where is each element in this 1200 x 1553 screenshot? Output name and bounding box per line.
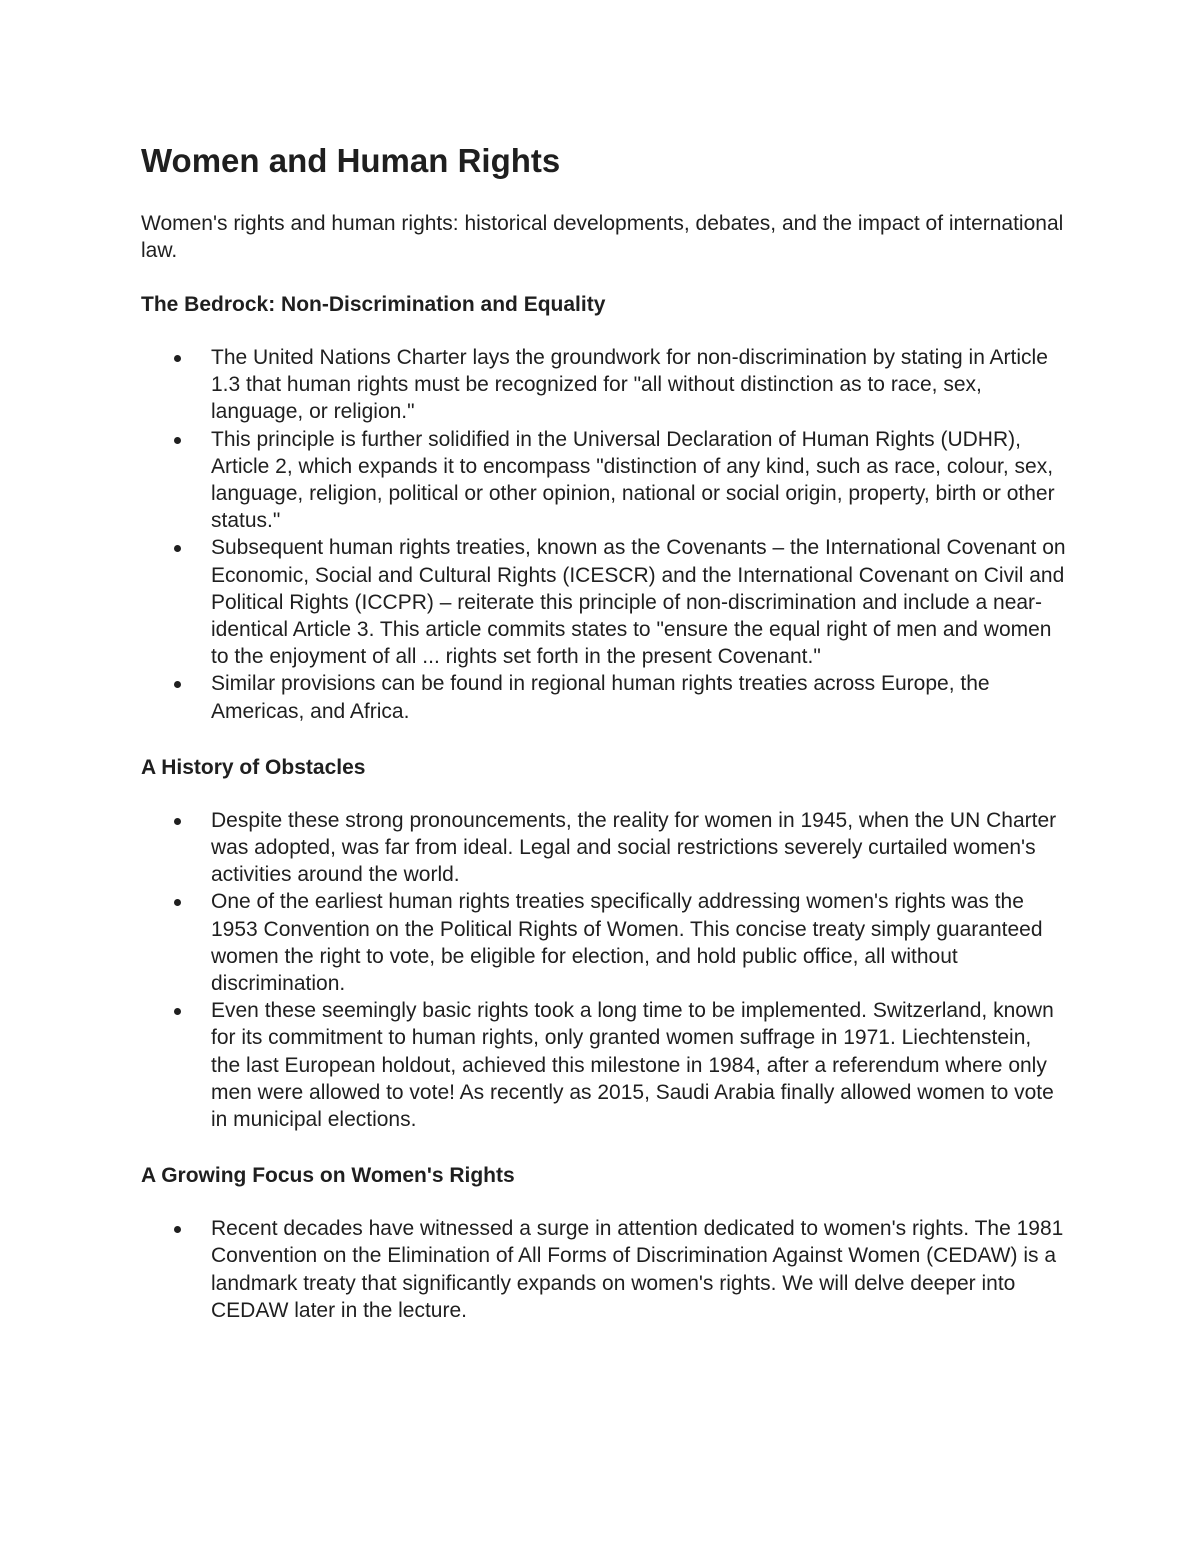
section-heading: A History of Obstacles <box>141 755 366 779</box>
list-item-text: The United Nations Charter lays the groundwork for non-discrimination by stating in Article 1.3 that human rights must be recognized for "all without distinction as to race, sex, language, or religion." <box>211 346 1048 424</box>
intro-paragraph: Women's rights and human rights: historical developments, debates, and the impact of international law. <box>141 212 1064 262</box>
bullet-icon <box>174 1226 181 1233</box>
bullet-icon <box>174 437 181 444</box>
document-title: Women and Human Rights <box>141 142 561 179</box>
section-non-discrimination <box>141 291 1066 725</box>
section-growing-focus <box>141 1162 1066 1324</box>
list-item-text: Recent decades have witnessed a surge in attention dedicated to women's rights. The 1981 Convention on the Elimination of All Forms of Discrimination Against Women (CEDAW) is a landmark treaty that significantly expands on women's rights. We will delve deeper into CEDAW later in the lecture. <box>211 1217 1064 1322</box>
bullet-list <box>141 807 1066 1133</box>
list-item <box>141 997 1066 1133</box>
list-item-text: One of the earliest human rights treaties specifically addressing women's rights was the 1953 Convention on the Political Rights of Women. This concise treaty simply guaranteed women the right to vote, be eligible for election, and hold public office, all without discrimination. <box>211 890 1043 996</box>
list-item <box>141 670 1066 724</box>
section-heading: A Growing Focus on Women's Rights <box>141 1164 515 1188</box>
list-item <box>141 344 1066 426</box>
bullet-icon <box>174 545 181 552</box>
list-item-text: Similar provisions can be found in regional human rights treaties across Europe, the Americas, and Africa. <box>211 672 990 723</box>
bullet-icon <box>174 355 181 362</box>
bullet-icon <box>174 681 181 688</box>
list-item <box>141 1215 1066 1324</box>
bullet-list <box>141 344 1066 725</box>
bullet-icon <box>174 1008 181 1015</box>
list-item-text: This principle is further solidified in the Universal Declaration of Human Rights (UDHR), Article 2, which expands it to encompass "distinction of any kind, such as race, colour, sex, language, religion, political or other opinion, national or social origin, property, birth or other status." <box>211 427 1055 533</box>
bullet-list <box>141 1215 1066 1324</box>
list-item <box>141 888 1066 997</box>
list-item <box>141 534 1066 670</box>
section-heading: The Bedrock: Non-Discrimination and Equality <box>141 293 606 316</box>
list-item-text: Subsequent human rights treaties, known as the Covenants – the International Covenant on Economic, Social and Cultural Rights (ICESCR) and the International Covenant on Civil and Political Rights (ICCPR) – reiterate this principle of non-discrimination and include a near-identical Article 3. This article commits states to "ensure the equal right of men and women to the enjoyment of all ... rights set forth in the present Covenant." <box>211 536 1066 669</box>
document-page <box>141 140 1066 1324</box>
list-item <box>141 807 1066 889</box>
list-item-text: Despite these strong pronouncements, the reality for women in 1945, when the UN Charter was adopted, was far from ideal. Legal and social restrictions severely curtailed women's activities around the world. <box>211 808 1057 887</box>
list-item <box>141 426 1066 535</box>
bullet-icon <box>174 818 181 825</box>
section-history-of-obstacles <box>141 754 1066 1133</box>
bullet-icon <box>174 899 181 906</box>
list-item-text: Even these seemingly basic rights took a long time to be implemented. Switzerland, known for its commitment to human rights, only granted women suffrage in 1971. Liechtenstein, the last European holdout, achieved this milestone in 1984, after a referendum where only men were allowed to vote! As recently as 2015, Saudi Arabia finally allowed women to vote in municipal elections. <box>211 999 1054 1132</box>
